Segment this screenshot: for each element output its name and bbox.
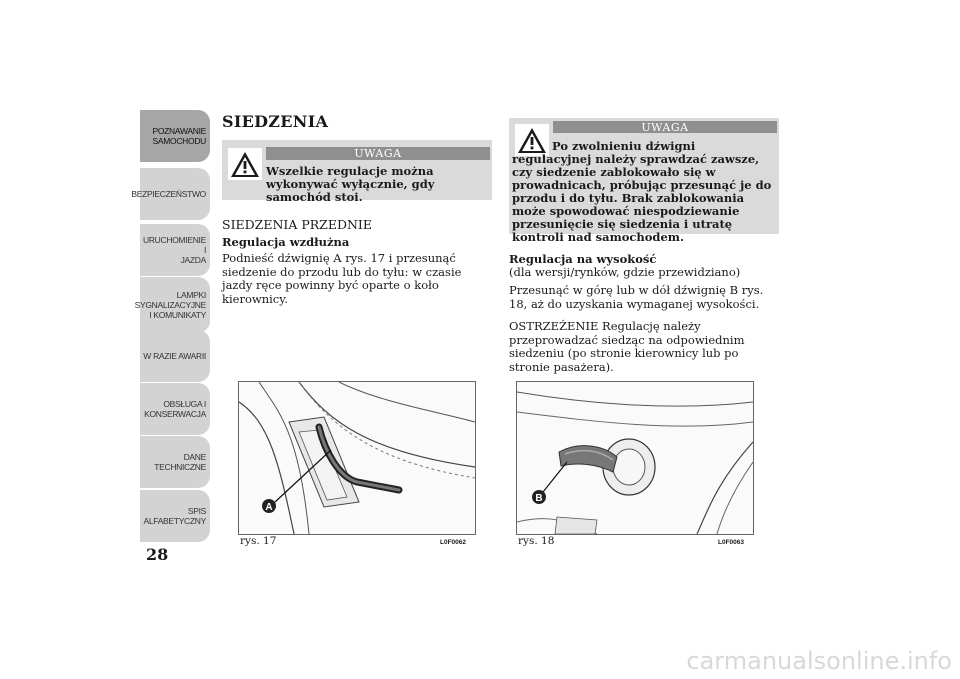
height-adjustment-caution: OSTRZEŻENIE Regulację należy przeprowadzać siedząc na odpowiednim siedzeniu (po stronie kierownicy lub po stronie pasażera).: [509, 319, 745, 374]
page-number: 28: [146, 545, 169, 564]
figure-17-image: [238, 381, 476, 535]
height-adjustment-text: Przesunąć w górę lub w dół dźwignię B rys. 18, aż do uzyskania wymaganej wysokości.: [509, 283, 764, 311]
figure-17-caption: rys. 17: [240, 535, 277, 547]
watermark: carmanualsonline.info: [686, 647, 952, 675]
tab-obsluga-i-konserwacja[interactable]: OBSŁUGA I KONSERWACJA: [140, 383, 210, 435]
warning-box-2: [509, 118, 779, 244]
marker-a: A: [265, 502, 273, 513]
height-adjustment-note: (dla wersji/rynków, gdzie przewidziano): [509, 265, 741, 279]
figure-17-code: L0F0062: [440, 539, 467, 546]
section-title: SIEDZENIA: [222, 112, 329, 131]
height-adjustment-heading: Regulacja na wysokość: [509, 252, 657, 266]
tab-dane-techniczne[interactable]: DANE TECHNICZNE: [140, 436, 210, 488]
longitudinal-adjustment-text: Podnieść dźwignię A rys. 17 i przesunąć siedzenie do przodu lub do tyłu: w czasie jazdy ręce powinny być oparte o koło kierownicy.: [222, 251, 462, 306]
marker-b: B: [535, 493, 543, 504]
tab-w-razie-awarii[interactable]: W RAZIE AWARII: [140, 330, 210, 382]
front-seats-heading: SIEDZENIA PRZEDNIE: [222, 217, 372, 232]
warning-text: Po zwolnieniu dźwigni regulacyjnej należy sprawdzać zawsze, czy siedzenie zablokowało się w prowadnicach, próbując przesunąć je do przodu i do tyłu. Brak zablokowania może spowodować niespodziewanie przesunięcie się siedzenia i utratę kontroli nad samochodem.: [512, 139, 772, 244]
tab-uruchomienie-i-jazda[interactable]: URUCHOMIENIE I JAZDA: [140, 224, 210, 276]
figure-18-code: L0F0063: [718, 539, 745, 546]
figure-18-caption: rys. 18: [518, 535, 555, 547]
tab-lampki-sygnalizacyjne[interactable]: LAMPKI SYGNALIZACYJNE I KOMUNIKATY: [140, 277, 210, 333]
tab-bezpieczenstwo[interactable]: BEZPIECZEŃSTWO: [140, 168, 210, 220]
warning-text: Wszelkie regulacje można wykonywać wyłącznie, gdy samochód stoi.: [266, 164, 435, 204]
tab-spis-alfabetyczny[interactable]: SPIS ALFABETYCZNY: [140, 490, 210, 542]
longitudinal-adjustment-heading: Regulacja wzdłużna: [222, 235, 350, 249]
tab-poznawanie-samochodu[interactable]: POZNAWANIE SAMOCHODU: [140, 110, 210, 162]
warning-label: UWAGA: [553, 121, 777, 133]
warning-box-1: [222, 140, 492, 204]
warning-label: UWAGA: [266, 147, 490, 160]
figure-18-image: [516, 381, 754, 535]
warning-triangle-icon: [228, 148, 262, 184]
